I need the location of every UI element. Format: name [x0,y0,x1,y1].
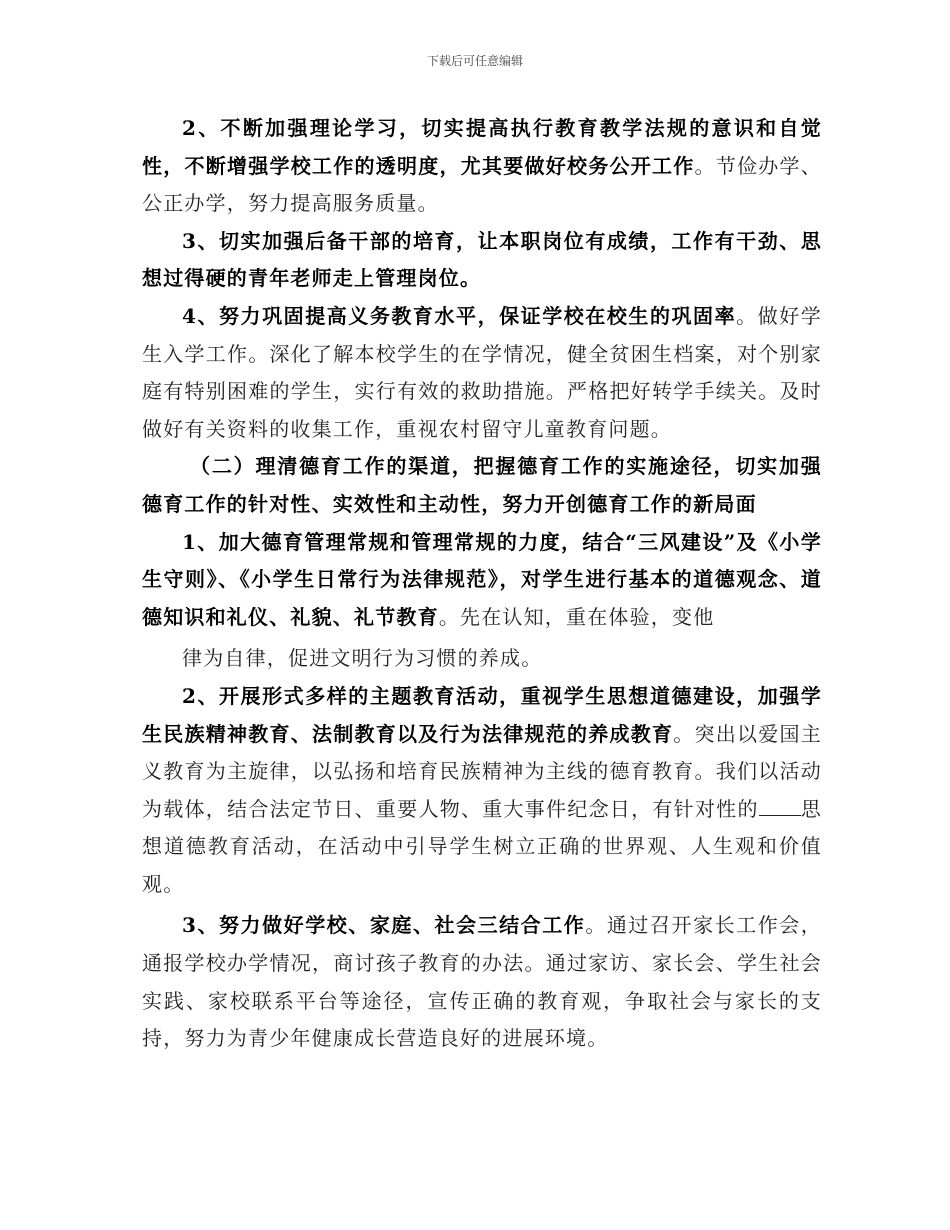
section-heading-2 [142,448,822,523]
paragraph-8-normal: 。通过召开家长工作会，通报学校办学情况，商讨孩子教育的办法。通过家访、家长会、学生社会实践、家校联系平台等途径，宣传正确的教育观，争取社会与家长的支持，努力为青少年健康成长营造良好的进展环境。 [142,913,823,1051]
paragraph-1-bold: 2、不断加强理论学习，切实提高执行教育教学法规的意识和自觉性，不断增强学校工作的透明度，尤其要做好校务公开工作 [142,116,822,178]
paragraph-1 [142,110,822,223]
paragraph-5-continuation [142,640,822,678]
paragraph-7 [142,678,822,904]
fill-in-blank [759,797,801,816]
paragraph-2 [142,223,822,298]
paragraph-8-bold: 3、努力做好学校、家庭、社会三结合工作 [182,913,586,938]
paragraph-7-normal-after-blank: 思想道德教育活动，在活动中引导学生树立正确的世界观、人生观和价值观。 [142,796,822,896]
paragraph-5-bold: 1、加大德育管理常规和管理常规的力度，结合“三风建设”及《小学生守则》、《小学生日常行为法律规范》，对学生进行基本的道德观念、道德知识和礼仪、礼貌、礼节教育 [142,529,822,629]
paragraph-7-normal: 。突出以爱国主义教育为主旋律，以弘扬和培育民族精神为主线的德育教育。我们以活动为载体，结合法定节日、重要人物、重大事件纪念日，有针对性的 [142,721,823,821]
paragraph-6-normal: 律为自律，促进文明行为习惯的养成。 [182,646,543,671]
paragraph-2-bold: 3、切实加强后备干部的培育，让本职岗位有成绩，工作有干劲、思想过得硬的青年老师走上管理岗位。 [142,228,822,291]
paragraph-7-bold: 2、开展形式多样的主题教育活动，重视学生思想道德建设，加强学生民族精神教育、法制教育以及行为法律规范的养成教育 [142,683,822,746]
page-header: 下载后可任意编辑 [426,54,523,68]
paragraph-5-normal: 。先在认知，重在体验，变他 [438,604,715,629]
paragraph-1-normal: 。节俭办学、公正办学，努力提高服务质量。 [142,153,823,216]
paragraph-8 [142,907,822,1057]
document-body [142,110,822,1058]
paragraph-3-normal: 。做好学生入学工作。深化了解本校学生的在学情况，健全贫困生档案，对个别家庭有特别困难的学生，实行有效的救助措施。严格把好转学手续关。及时做好有关资料的收集工作，重视农村留守儿童教育问题。 [142,303,822,441]
paragraph-3-bold: 4、努力巩固提高义务教育水平，保证学校在校生的巩固率 [182,303,737,328]
section-heading-2-bold: （二）理清德育工作的渠道，把握德育工作的实施途径，切实加强德育工作的针对性、实效性和主动性，努力开创德育工作的新局面 [142,454,822,516]
paragraph-3 [142,298,822,448]
paragraph-5 [142,524,822,637]
